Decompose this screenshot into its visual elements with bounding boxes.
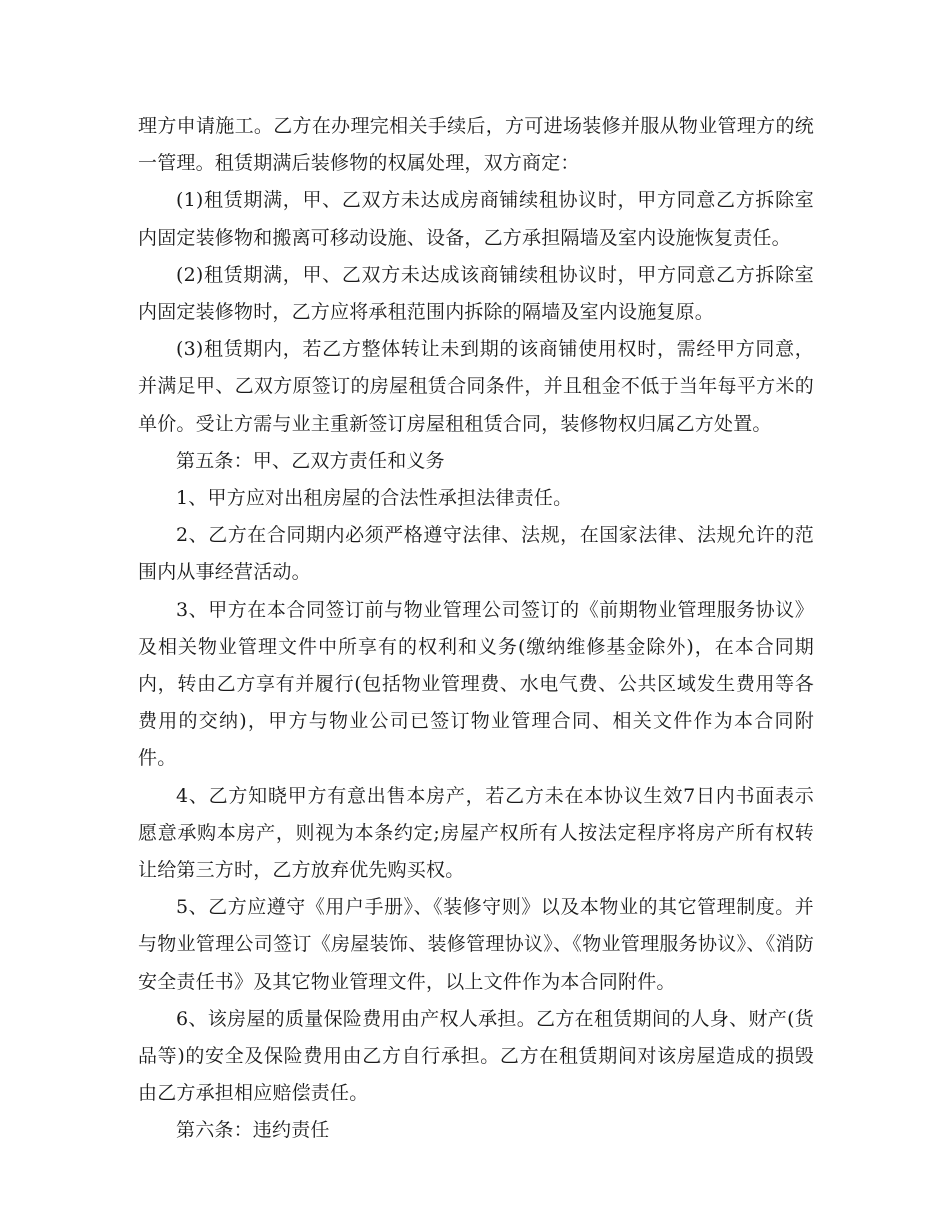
paragraph-continuation: 理方申请施工。乙方在办理完相关手续后，方可进场装修并服从物业管理方的统一管理。租赁期满后装修物的权属处理，双方商定： [138,115,814,175]
section-heading-article-6: 第六条：违约责任 [176,1119,330,1142]
paragraph-clause-1: (1)租赁期满，甲、乙双方未达成房商铺续租协议时，甲方同意乙方拆除室内固定装修物和搬离可移动设施、设备，乙方承担隔墙及室内设施恢复责任。 [138,189,814,249]
paragraph-clause-3: (3)租赁期内，若乙方整体转让未到期的该商铺使用权时，需经甲方同意，并满足甲、乙双方原签订的房屋租赁合同条件，并且租金不低于当年每平方米的单价。受让方需与业主重新签订房屋租租赁合同，装修物权归属乙方处置。 [138,338,814,435]
paragraph-item-6: 6、该房屋的质量保险费用由产权人承担。乙方在租赁期间的人身、财产(货品等)的安全及保险费用由乙方自行承担。乙方在租赁期间对该房屋造成的损毁由乙方承担相应赔偿责任。 [138,1007,814,1105]
paragraph-item-1: 1、甲方应对出租房屋的合法性承担法律责任。 [176,487,573,510]
paragraph-clause-2: (2)租赁期满，甲、乙双方未达成该商铺续租协议时，甲方同意乙方拆除室内固定装修物时，乙方应将承租范围内拆除的隔墙及室内设施复原。 [138,263,814,324]
paragraph-item-5: 5、乙方应遵守《用户手册》、《装修守则》以及本物业的其它管理制度。并与物业管理公司签订《房屋装饰、装修管理协议》、《物业管理服务协议》、《消防安全责任书》及其它物业管理文件，以上文件作为本合同附件。 [138,896,814,993]
document-body [138,108,814,1150]
paragraph-item-4: 4、乙方知晓甲方有意出售本房产，若乙方未在本协议生效7日内书面表示愿意承购本房产，则视为本条约定;房屋产权所有人按法定程序将房产所有权转让给第三方时，乙方放弃优先购买权。 [138,784,814,882]
paragraph-item-2: 2、乙方在合同期内必须严格遵守法律、法规，在国家法律、法规允许的范围内从事经营活动。 [138,524,814,584]
section-heading-article-5: 第五条：甲、乙双方责任和义务 [176,449,445,472]
paragraph-item-3: 3、甲方在本合同签订前与物业管理公司签订的《前期物业管理服务协议》及相关物业管理文件中所享有的权利和义务(缴纳维修基金除外)，在本合同期内，转由乙方享有并履行(包括物业管理费、水电气费、公共区域发生费用等各费用的交纳)，甲方与物业公司已签订物业管理合同、相关文件作为本合同附件。 [138,598,814,770]
